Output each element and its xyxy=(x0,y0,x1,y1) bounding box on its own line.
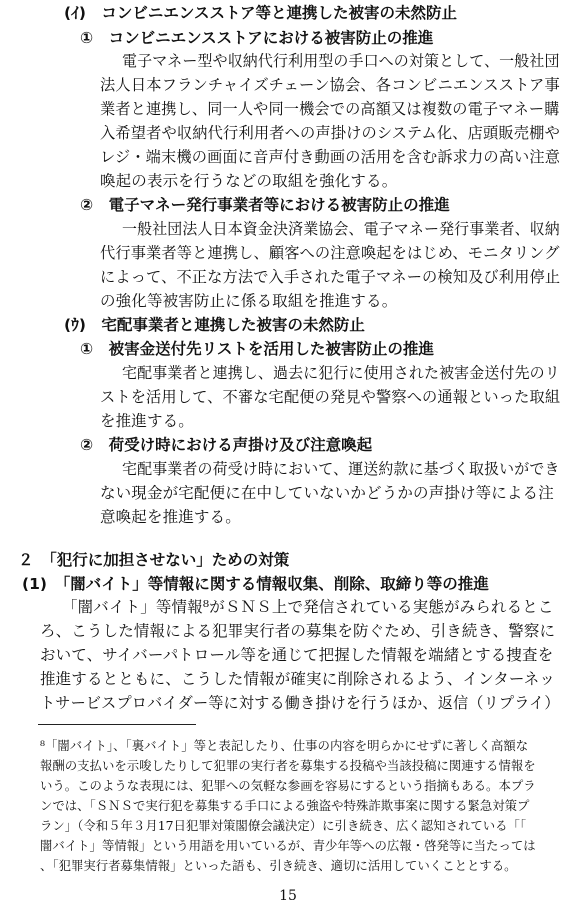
section-heading-i: (ｲ) コンビニエンスストア等と連携した被害の未然防止 xyxy=(64,4,457,22)
footnote-line: 報酬の支払いを示唆したりして犯罪の実行者を募集する投稿や当該投稿に関連する情報を xyxy=(40,758,536,773)
footnote-separator xyxy=(38,724,196,725)
footnote-line: ンでは、「ＳＮＳで実行犯を募集する手口による強盗や特殊詐欺事案に関する緊急対策プ xyxy=(40,798,530,813)
section-heading-u: (ｳ) 宅配事業者と連携した被害の未然防止 xyxy=(64,316,365,334)
text-line: ろ、こうした情報による犯罪実行者の募集を防ぐため、引き続き、警察に xyxy=(40,622,556,640)
subsection-heading-i-2: ② 電子マネー発行事業者等における被害防止の推進 xyxy=(80,196,450,214)
subsection-heading-u-1: ① 被害金送付先リストを活用した被害防止の推進 xyxy=(80,340,434,358)
page-number: 15 xyxy=(279,888,297,904)
text-line: 意喚起を推進する。 xyxy=(100,508,241,526)
section-heading-2: ２ 「犯行に加担させない」ための対策 xyxy=(18,551,290,569)
footnote-line: 闇バイト」等情報」という用語を用いているが、青少年等への広報・啓発等に当たっては xyxy=(40,838,536,853)
footnote-line: いう。このような表現には、犯罪への気軽な参画を容易にするという指摘もある。本プラ xyxy=(40,778,536,793)
text-line: によって、不正な方法で入手された電子マネーの検知及び利用停止 xyxy=(100,268,561,286)
text-line: 喚起の表示を行うなどの取組を強化する。 xyxy=(100,172,398,190)
footnote-line: ラン」（令和５年３月17日犯罪対策閣僚会議決定）に引き続き、広く認知されている「「 xyxy=(40,818,527,833)
text-line: 法人日本フランチャイズチェーン協会、各コンビニエンスストア事 xyxy=(100,76,560,94)
text-line: 宅配事業者の荷受け時において、運送約款に基づく取扱いができ xyxy=(122,460,560,478)
text-line: おいて、サイバーパトロール等を通じて把握した情報を端緒とする捜査を xyxy=(40,646,554,664)
text-line: 一般社団法人日本資金決済業協会、電子マネー発行事業者、収納 xyxy=(122,220,560,238)
text-line: 入希望者や収納代行利用者への声掛けのシステム化、店頭販売棚や xyxy=(100,124,560,142)
text-line: 代行事業者等と連携し、顧客への注意喚起をはじめ、モニタリング xyxy=(100,244,560,262)
text-line: トサービスプロバイダー等に対する働き掛けを行うほか、返信（リプライ） xyxy=(40,694,560,712)
text-line: 宅配事業者と連携し、過去に犯行に使用された被害金送付先のリ xyxy=(122,364,560,382)
text-line: ストを活用して、不審な宅配便の発見や警察への通報といった取組 xyxy=(100,388,561,406)
footnote-line: 、「犯罪実行者募集情報」といった語も、引き続き、適切に活用していくこととする。 xyxy=(40,858,517,873)
text-line: 「闇バイト」等情報⁸がＳＮＳ上で発信されている実態がみられるとこ xyxy=(62,598,554,616)
text-line: 業者と連携し、同一人や同一機会での高額又は複数の電子マネー購 xyxy=(100,100,560,118)
subsection-heading-u-2: ② 荷受け時における声掛け及び注意喚起 xyxy=(80,436,373,454)
text-line: の強化等被害防止に係る取組を推進する。 xyxy=(100,292,398,310)
text-line: レジ・端末機の画面に音声付き動画の活用を含む訴求力の高い注意 xyxy=(100,148,561,166)
subsection-heading-i-1: ① コンビニエンスストアにおける被害防止の推進 xyxy=(80,29,434,47)
text-line: 電子マネー型や収納代行利用型の手口への対策として、一般社団 xyxy=(122,52,560,70)
text-line: を推進する。 xyxy=(100,412,194,430)
text-line: ない現金が宅配便に在中していないかどうかの声掛け等による注 xyxy=(100,484,554,502)
subsection-heading-2-1: (1) 「闇バイト」等情報に関する情報収集、削除、取締り等の推進 xyxy=(22,575,489,593)
footnote-line: ⁸「闇バイト」、「裏バイト」等と表記したり、仕事の内容を明らかにせずに著しく高額な xyxy=(40,738,529,753)
text-line: 推進するとともに、こうした情報が確実に削除されるよう、インターネッ xyxy=(40,670,556,688)
